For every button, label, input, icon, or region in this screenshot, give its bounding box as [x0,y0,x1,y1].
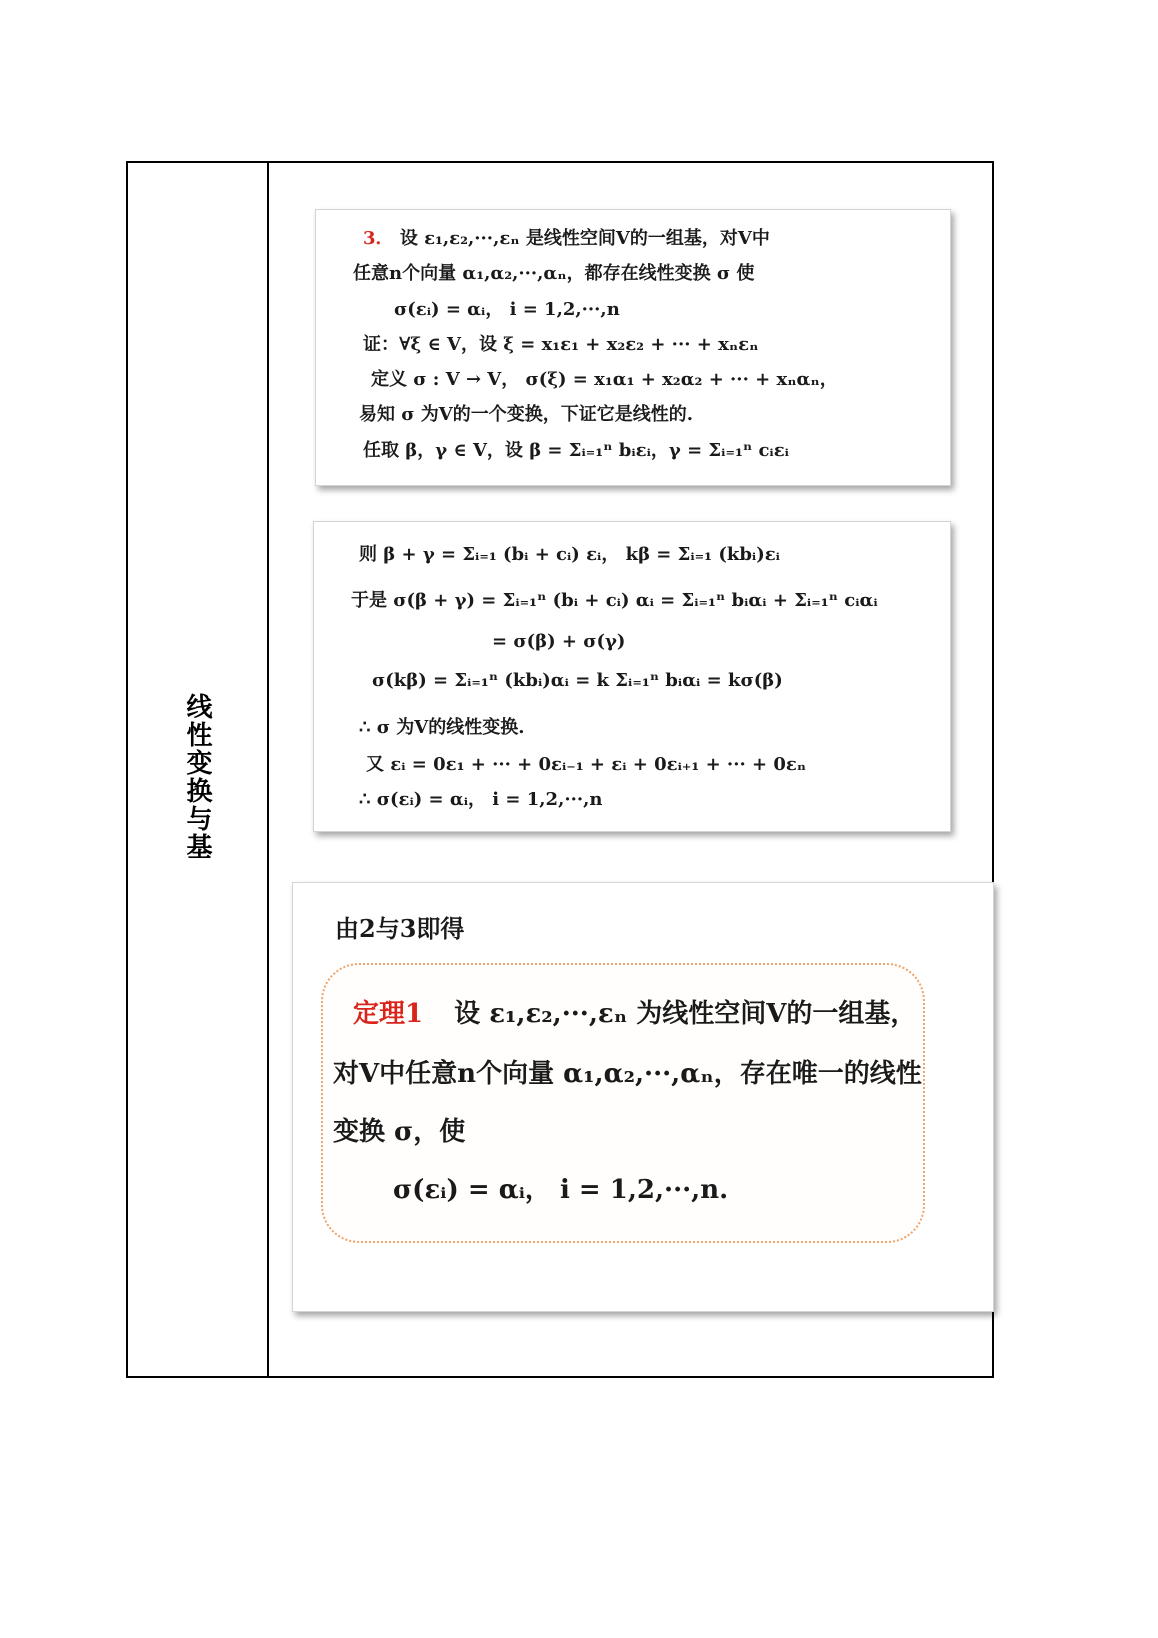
theorem-line1 [353,993,916,1030]
slide1-line1 [363,224,770,250]
theorem-line3: 变换 σ，使 [333,1117,466,1147]
theorem-label: 定理1 [353,999,424,1029]
theorem-line2: 对V中任意n个向量 α₁,α₂,···,αₙ，存在唯一的线性 [333,1059,922,1089]
side-label: 线性变换与基 [182,693,212,861]
slide-proof-part2 [313,521,951,832]
slide1-line3: σ(εᵢ) = αᵢ， i = 1,2,···,n [394,299,620,320]
slide2-line1: 则 β + γ = Σᵢ₌₁ (bᵢ + cᵢ) εᵢ， kβ = Σᵢ₌₁ (kbᵢ)εᵢ [359,544,780,565]
theorem-box [321,963,925,1243]
slide1-line4: 证：∀ξ ∈ V，设 ξ = x₁ε₁ + x₂ε₂ + ··· + xₙεₙ [363,334,759,355]
theorem-line4: σ(εᵢ) = αᵢ， i = 1,2,···,n. [393,1175,729,1205]
slide1-line1-text: 设 ε₁,ε₂,···,εₙ 是线性空间V的一组基，对V中 [399,228,770,249]
slide2-line6: 又 εᵢ = 0ε₁ + ··· + 0εᵢ₋₁ + εᵢ + 0εᵢ₊₁ + ··· + 0εₙ [366,754,807,775]
slide2-line4: σ(kβ) = Σᵢ₌₁ⁿ (kbᵢ)αᵢ = k Σᵢ₌₁ⁿ bᵢαᵢ = kσ(β) [372,670,783,691]
slide1-line5: 定义 σ : V → V， σ(ξ) = x₁α₁ + x₂α₂ + ··· + xₙαₙ， [371,369,838,390]
theorem-line1-text: 设 ε₁,ε₂,···,εₙ 为线性空间V的一组基， [454,999,917,1029]
slide2-line5: ∴ σ 为V的线性变换. [359,717,525,738]
slide2-line3: = σ(β) + σ(γ) [492,631,626,652]
slide3-heading: 由2与3即得 [335,914,465,943]
slide1-line2: 任意n个向量 α₁,α₂,···,αₙ，都存在线性变换 σ 使 [353,263,755,284]
slide-proof-part1 [315,209,951,486]
item-number: 3． [363,228,394,249]
slide2-line2: 于是 σ(β + γ) = Σᵢ₌₁ⁿ (bᵢ + cᵢ) αᵢ = Σᵢ₌₁ⁿ bᵢαᵢ + Σᵢ₌₁ⁿ cᵢαᵢ [351,590,878,611]
slide2-line7: ∴ σ(εᵢ) = αᵢ， i = 1,2,···,n [359,789,603,810]
slide1-line7: 任取 β，γ ∈ V，设 β = Σᵢ₌₁ⁿ bᵢεᵢ，γ = Σᵢ₌₁ⁿ cᵢεᵢ [363,440,789,461]
slide1-line6: 易知 σ 为V的一个变换，下证它是线性的. [359,404,694,425]
side-label-cell [128,163,269,1376]
slide-theorem [292,882,994,1312]
